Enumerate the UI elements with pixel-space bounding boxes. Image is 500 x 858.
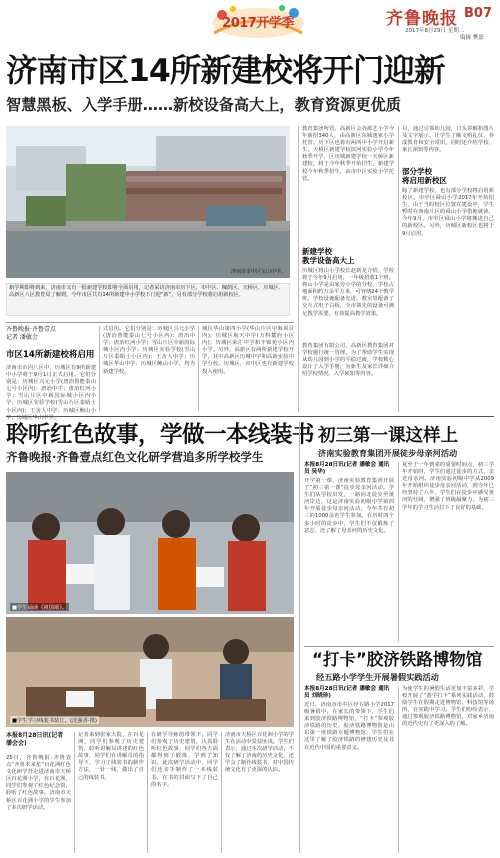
- story1-subhead-new-campus: 部分学校 将启用新校区: [402, 167, 447, 185]
- bookbinding-photo: [6, 617, 294, 727]
- school-photo: [6, 126, 290, 278]
- rule: [398, 462, 399, 642]
- story4-subheadline: 经五路小学学生开展暑假实践活动: [316, 672, 439, 682]
- students-reading-photo: [6, 472, 294, 614]
- photo2-caption: ■学生学习线装书装订。(沈强香·摄): [12, 718, 97, 724]
- bookbinding-art: [6, 617, 294, 727]
- story3-byline: 本报8月28日讯(记者 潘敏会 通讯员 吴华): [304, 462, 390, 475]
- story2-col2: 记者来到张家大院，在百花洲，同学们参观了历史建筑，聆听讲解员讲述的红色故事，同学们在讲解员的指导下，学习了线装书的制作方法，一针一线，做出了自己的线装书。: [78, 732, 144, 781]
- rule: [147, 732, 148, 853]
- story1-col8: 除了新建学校，也有部分学校将启用新校区。市中区舜山小学2017年开始招生，由于当时校区位置在建设中，学生暂时在西南片区的舜山小学借地就读，今年9月，市中区舜山小学将搬进自己的新校区。另外，历城区新校区也将于9月启用。: [402, 188, 494, 237]
- logo-text: 2017开学季: [222, 16, 294, 31]
- photo-caption: 新学期即将到来，济南市又有一批新建学校即将全面启用，记者采访济南市历下区、市中区、槐荫区、天桥区、历城区、高新区八区教育局了解到，今年市区共有14所新建中小学校下门迎“新”，另有部分学校将启用新校区。: [6, 283, 290, 316]
- story2-col1: 25日，齐鲁晚报·齐鲁壹点“齐鲁未来星”百花洲红色文化研学营走进济南市天桥区百花洲小学，在百花洲，同学们参观了红色纪念馆，聆听了红色故事。济南市天桥区百花洲小学的学生参加了本次研学活动。: [6, 755, 71, 811]
- story2-byline: 本报8月28日讯(记者 潘会会): [6, 732, 64, 747]
- masthead: [0, 0, 500, 46]
- rule: [74, 732, 75, 853]
- story4-headline: “打卡”胶济铁路博物馆: [312, 650, 483, 669]
- story2-subheadline: 齐鲁晚报·齐鲁壹点红色文化研学营追多所学校学生: [6, 450, 264, 464]
- story1-col7: 目，通过引领幼儿园，口头讲解和图片及文字展示，让学生了解文明礼仪、养成教育和安全常识，同时还介绍学校、家长须知等内容。: [402, 126, 494, 154]
- story3-col1: 开学第一课，济南实验教育集团开展了“初三第一课”徒步母亲河活动。学生们从学校出发，一路向北徒步至黄河岸边。这是济南实验初级中学第四年开展徒步母亲河活动，今年共有初三的1000余名学生参加。在历时四个多小时的徒步中，学生们不仅锻炼了意志，还了解了母亲河的历史文化。: [304, 478, 394, 534]
- rule: [198, 326, 199, 411]
- story3-divider: [304, 646, 494, 647]
- story1-col1: 济南市市内八区中，历城区有9所新建中小学将于9月1日正式启用。它们分别是：历城区兴元小学(唐冶鲁能泰山七号小区内)；唐冶中学；唐冶红河小学；雪山片区中新国际城小区内小学；历城区实验学校(雪山片区泰晤士小区内)；王舍人中学；历城区鲍山小学；历城区华山中学。: [6, 365, 96, 421]
- story1-divider: [6, 322, 294, 323]
- rule: [99, 326, 100, 411]
- story1-subheadline: 智慧黑板、入学手册……新校设备高大上，教育资源更优质: [6, 96, 401, 114]
- story2-col3: 在研学导师的带领下，同学们参观了历史建筑，认真聆听红色故事，同学们各方面都得到了锻炼，学到了知识。此次研学活动中，同学们还亲手制作了一本线装书，在书的封面写下了自己的名字。: [151, 732, 218, 788]
- rule: [298, 126, 299, 412]
- story1-headline: 济南市区14所新建校将开门迎新: [6, 53, 445, 89]
- story1-col5: 历城区将山小学校长赵新龙介绍，学校将于今年9月启用，一年级招收1个班。将山小学是由家旁小学的分校，学校占地面积约万余平方米，可容纳24个教学班。学校设施配备先进，教室里配备了交互式电子白板，全市领先的设备可满足教学需要，有效提高教学效果。: [302, 268, 394, 317]
- story1-col2: 式启用。它们分别是：历城区兴元小学(唐冶鲁能泰山七号小区内)；唐冶中学；唐冶红河小学；雪山片区中新国际城小区内小学；历城区实验学校(雪山片区泰晤士小区内)；王舍人中学；历城区华山中学；历城区鲍山小学，均为新建学校。: [103, 326, 195, 375]
- story2-col4: 济南市天桥区百花洲小学的学生在活动中受益匪浅。学生们表示，通过本次研学活动，不仅了解了济南的历史文化，还学会了制作线装书，对中国传统文化有了更深的认识。: [225, 732, 294, 774]
- editor-credit: 编辑 樊磊: [460, 35, 484, 41]
- story4-col2: 为使学生的暑假生活更加丰富多彩，学校开展了“游学打卡”系列实践活动，鼓励学生在假期走进博物馆、科技馆等场所，在实践中学习。学生们纷纷表示，通过参观胶济铁路博物馆，对家乡济南的近代史有了更深入的了解。: [402, 686, 494, 728]
- school-photo-art: [6, 126, 290, 278]
- page-number: B07: [464, 6, 492, 21]
- story1-col3: 城区华山第四小学(华山片区中海项目内)；历城区航天中学(万科麓府小区内)；历城区荣汇中学和丰锦苑小区内小学。另外，高新区有两所新建学校开学，其中高新区历城中学和高新实验中学分校。历城区，市中区也有新建学校投入使用。: [202, 326, 294, 375]
- story3-subheadline: 济南实验教育集团开展徒步母亲河活动: [318, 448, 458, 458]
- story2-headline: 聆听红色故事，学做一本线装书: [6, 422, 315, 448]
- story1-subhead-equipment: 新建学校 教学设备高大上: [302, 247, 355, 265]
- story1-byline: 齐鲁晚报·齐鲁壹点 记者 潘敏会: [6, 326, 56, 341]
- photo1-caption: ■学生诵读《祖国颂》。: [12, 605, 68, 611]
- section-divider: [6, 416, 494, 417]
- story1-col4: 教育集团所管，高新区会谷源艺小学今年新招340人，由高新区东城逸家小学托管。历下区也将有两所中小学开启新生。天桥区新建学校滨河实验小学今年秋季开学，区历城新建学校一天桥区新建校，将于今年秋季开始招生，新建学校今年秋季招生，由市中区实验小学托管。: [302, 126, 394, 182]
- rule: [221, 732, 222, 853]
- story1-col6: 教育集团有限公司，高新区教育集团对学校施行统一管理，为了帮助学生实现从幼儿园到小学的平稳过渡，学校精心设计了入学手册，为新生及家长详细介绍学校情况、入学须知等内容。: [302, 343, 394, 378]
- story4-col1: 近日，济南市市中区经五路小学2017级暑假中，在家长的带领下，学生们来到胶济铁路博物馆，“打卡”参观胶济铁路的历史。胶济铁路博物馆是山东第一座铁路专题博物馆，学生们在这里了解了胶济铁路的修建历史及其在近代中国的重要意义。: [304, 702, 394, 751]
- rule: [299, 422, 300, 853]
- story4-byline: 本报8月28日讯(记者 潘敏会 通讯员 刘晓珍): [304, 686, 390, 699]
- rule: [398, 686, 399, 853]
- photo-label: 济南市市中区宝山中学。: [230, 269, 286, 275]
- story3-headline: 初三第一课这样上: [318, 426, 458, 446]
- rule: [398, 126, 399, 412]
- newspaper-name: 齐鲁晚报: [386, 9, 458, 29]
- students-reading-art: [6, 472, 294, 614]
- story1-subhead-new-schools: 市区14所新建校将启用: [6, 350, 95, 360]
- issue-date: 2017年8月29日 星期二: [405, 28, 465, 34]
- story3-col2: 夏至于一年到来的重要时间点，初三学年开始时，学生们通过徒步的方式，亲近母亲河。济南实验初级中学从2009年开始组织徒步母亲河活动，到今年已经坚持了八年，学生们在徒步中感受黄河的壮阔，增强了班级凝聚力，为初三学年的学习生活打下了良好的基础。: [402, 462, 494, 511]
- kaixueji-logo: [208, 3, 308, 41]
